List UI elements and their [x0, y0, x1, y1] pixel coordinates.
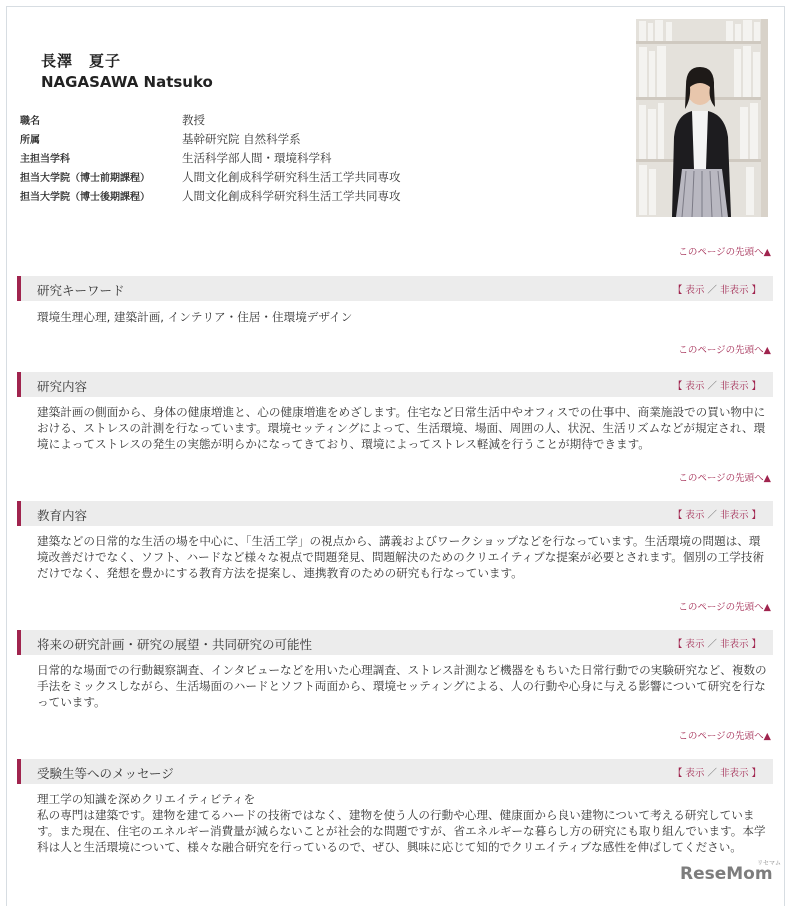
body-line: 境改善だけでなく、ソフト、ハードなど様々な視点で問題発見、問題解決のためのクリエイティブな提案が必要とされます。個別の工学技術	[37, 550, 765, 564]
toggle-separator: ／	[707, 510, 717, 521]
toggle-separator: ／	[707, 285, 717, 296]
info-row	[20, 186, 401, 205]
profile-name-ja: 長澤 夏子	[41, 52, 122, 70]
section-header-keywords	[17, 276, 773, 301]
toggle-separator: ／	[707, 768, 717, 779]
section-header-research	[17, 372, 773, 397]
profile-info-table	[20, 110, 401, 205]
body-line: 環境生理心理, 建築計画, インテリア・住居・住環境デザイン	[37, 310, 353, 324]
profile-photo	[636, 19, 768, 217]
hide-link[interactable]: 非表示 】	[719, 381, 761, 392]
section-title: 研究キーワード	[37, 283, 125, 298]
section-title: 受験生等へのメッセージ	[37, 766, 174, 781]
show-link[interactable]: 【 表示	[672, 768, 705, 779]
show-link[interactable]: 【 表示	[672, 510, 705, 521]
section-toggle	[673, 765, 761, 779]
watermark-subtext: リセマム	[757, 860, 781, 867]
watermark-logo: ReseMom	[680, 864, 773, 884]
info-label: 主担当学科	[20, 154, 70, 165]
to-top-link[interactable]: このページの先頭へ▲	[678, 602, 771, 613]
section-title: 研究内容	[37, 379, 88, 394]
section-toggle	[673, 378, 761, 392]
info-value: 教授	[182, 112, 205, 127]
section-toggle	[673, 507, 761, 521]
info-label: 担当大学院（博士後期課程）	[20, 192, 150, 203]
hide-link[interactable]: 非表示 】	[719, 768, 761, 779]
body-line: 境によってストレスの発生の実態が明らかになってきており、環境によってストレス軽減を行うことが期待できます。	[37, 437, 650, 451]
section-body-education	[37, 533, 767, 581]
info-label: 所属	[20, 135, 40, 146]
body-line: っています。	[37, 695, 106, 709]
body-line: だけでなく、発想を豊かにする教育方法を提案し、連携教育のための研究も行なっています。	[37, 566, 523, 580]
section-title: 将来の研究計画・研究の展望・共同研究の可能性	[37, 637, 313, 652]
body-line: 建築などの日常的な生活の場を中心に、「生活工学」の視点から、講義およびワークショップなどを行なっています。生活環境の問題は、環	[37, 534, 761, 548]
section-toggle	[673, 636, 761, 650]
to-top-link[interactable]: このページの先頭へ▲	[678, 247, 771, 258]
body-line: 私の専門は建築です。建物を建てるハードの技術ではなく、建物を使う人の行動や心理、健康面から良い建物について考える研究していま	[37, 808, 755, 822]
body-line: 理工学の知識を深めクリエイティビティを	[37, 792, 256, 806]
show-link[interactable]: 【 表示	[672, 381, 705, 392]
info-label: 担当大学院（博士前期課程）	[20, 173, 150, 184]
body-line: 科は人と生活環境について、様々な融合研究を行っているので、ぜひ、興味に応じて知的でクリエイティブな感性を伸ばしてください。	[37, 840, 742, 854]
section-toggle	[673, 282, 761, 296]
to-top-link[interactable]: このページの先頭へ▲	[678, 473, 771, 484]
hide-link[interactable]: 非表示 】	[719, 639, 761, 650]
show-link[interactable]: 【 表示	[672, 285, 705, 296]
info-label: 職名	[20, 116, 40, 127]
section-body-research	[37, 404, 767, 452]
body-line: 手法をミックスしながら、生活場面のハードとソフト両面から、環境セッティングによる、人の行動や心身に与える影響について研究を行な	[37, 679, 766, 693]
section-body-message	[37, 791, 767, 855]
hide-link[interactable]: 非表示 】	[719, 510, 761, 521]
body-line: 建築計画の側面から、身体の健康増進と、心の健康増進をめざします。住宅など日常生活中やオフィスでの仕事中、商業施設での買い物中に	[37, 405, 766, 419]
show-link[interactable]: 【 表示	[672, 639, 705, 650]
section-header-message	[17, 759, 773, 784]
info-value: 生活科学部人間・環境科学科	[182, 150, 332, 165]
body-line: おける、ストレスの計測を行なっています。環境セッティングによって、生活環境、場面、周囲の人、状況、生活リズムなどが規定され、環	[37, 421, 766, 435]
body-line: 日常的な場面での行動観察調査、インタビューなどを用いた心理調査、ストレス計測など機器をもちいた日常行動での実験研究など、複数の	[37, 663, 767, 677]
section-body-keywords	[37, 309, 767, 325]
info-row	[20, 129, 401, 148]
section-header-future	[17, 630, 773, 655]
section-title: 教育内容	[37, 508, 88, 523]
profile-name-en: NAGASAWA Natsuko	[41, 73, 213, 91]
to-top-link[interactable]: このページの先頭へ▲	[678, 731, 771, 742]
info-value: 基幹研究院 自然科学系	[182, 131, 301, 146]
section-body-future	[37, 662, 767, 710]
info-row	[20, 148, 401, 167]
hide-link[interactable]: 非表示 】	[719, 285, 761, 296]
info-value: 人間文化創成科学研究科生活工学共同専攻	[182, 188, 401, 203]
to-top-link[interactable]: このページの先頭へ▲	[678, 345, 771, 356]
info-value: 人間文化創成科学研究科生活工学共同専攻	[182, 169, 401, 184]
info-row	[20, 167, 401, 186]
toggle-separator: ／	[707, 639, 717, 650]
section-header-education	[17, 501, 773, 526]
info-row	[20, 110, 401, 129]
body-line: す。また現在、住宅のエネルギー消費量が減らないことが社会的な問題ですが、省エネルギーな暮らし方の研究にも取り組んでいます。本学	[37, 824, 766, 838]
toggle-separator: ／	[707, 381, 717, 392]
profile-photo-illustration	[636, 19, 768, 217]
